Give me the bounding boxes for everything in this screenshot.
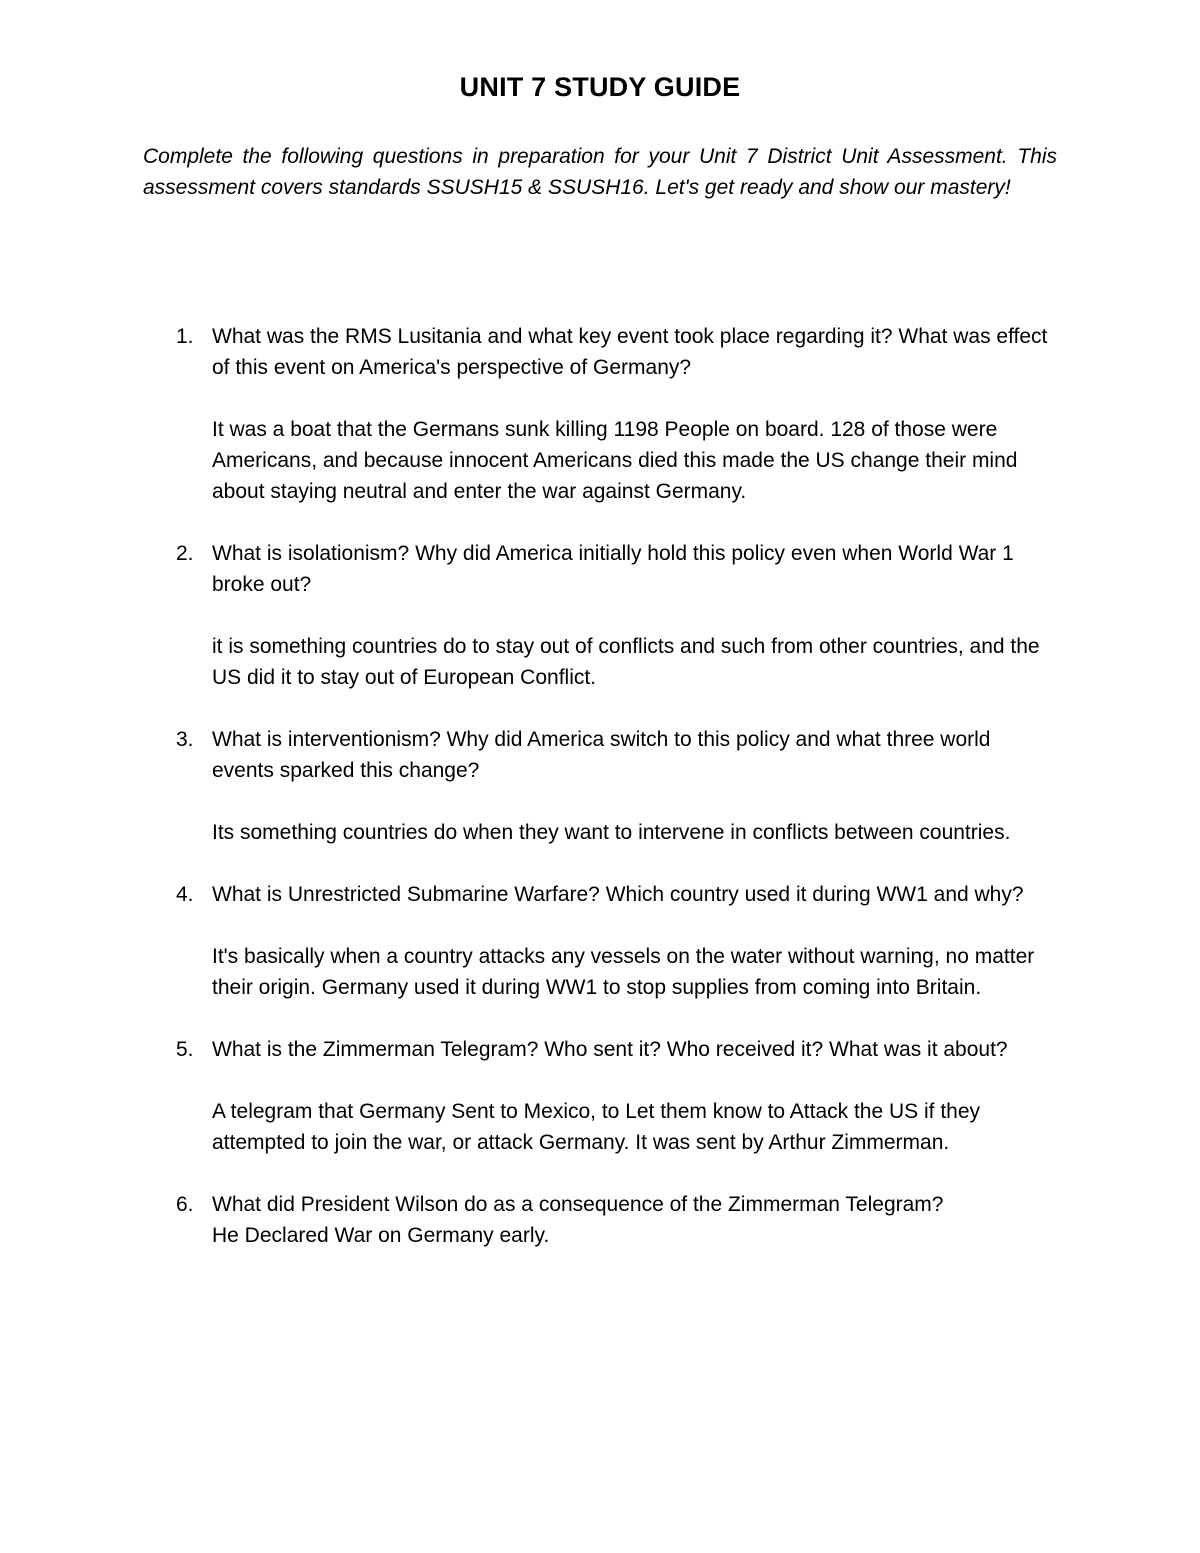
intro-instructions: Complete the following questions in preparation for your Unit 7 District Unit Assessment. This assessment covers standards SSUSH15 & SSUSH16. Let's get ready and show our mastery! <box>143 145 1057 199</box>
question-text: What is interventionism? Why did America switch to this policy and what three world events sparked this change? <box>212 728 991 782</box>
question-text: What did President Wilson do as a consequence of the Zimmerman Telegram? <box>212 1193 944 1216</box>
question-item-1 <box>0 321 1058 507</box>
question-text: What was the RMS Lusitania and what key event took place regarding it? What was effect of this event on America's perspective of Germany? <box>212 325 1048 379</box>
answer-text: it is something countries do to stay out of conflicts and such from other countries, and the US did it to stay out of European Conflict. <box>212 635 1040 689</box>
question-number: 5. <box>176 1038 194 1061</box>
question-text: What is the Zimmerman Telegram? Who sent it? Who received it? What was it about? <box>212 1038 1008 1061</box>
question-list <box>0 321 1200 1282</box>
question-text: What is isolationism? Why did America initially hold this policy even when World War 1 broke out? <box>212 542 1014 596</box>
answer-text: It was a boat that the Germans sunk killing 1198 People on board. 128 of those were Americans, and because innocent Americans died this made the US change their mind about staying neutral and enter the war against Germany. <box>212 418 1018 503</box>
question-item-6 <box>0 1189 1058 1251</box>
question-number: 6. <box>176 1193 194 1216</box>
question-item-5 <box>0 1034 1058 1158</box>
answer-text: Its something countries do when they want to intervene in conflicts between countries. <box>212 821 1011 844</box>
page-title: UNIT 7 STUDY GUIDE <box>459 72 741 102</box>
question-number: 2. <box>176 542 194 565</box>
question-text: What is Unrestricted Submarine Warfare? Which country used it during WW1 and why? <box>212 883 1024 906</box>
question-item-4 <box>0 879 1058 1003</box>
question-number: 1. <box>176 325 194 348</box>
question-number: 4. <box>176 883 194 906</box>
question-item-3 <box>0 724 1058 848</box>
question-item-2 <box>0 538 1058 693</box>
answer-text: He Declared War on Germany early. <box>212 1224 550 1247</box>
question-number: 3. <box>176 728 194 751</box>
answer-text: A telegram that Germany Sent to Mexico, to Let them know to Attack the US if they attempted to join the war, or attack Germany. It was sent by Arthur Zimmerman. <box>212 1100 981 1154</box>
answer-text: It's basically when a country attacks any vessels on the water without warning, no matter their origin. Germany used it during WW1 to stop supplies from coming into Britain. <box>212 945 1035 999</box>
